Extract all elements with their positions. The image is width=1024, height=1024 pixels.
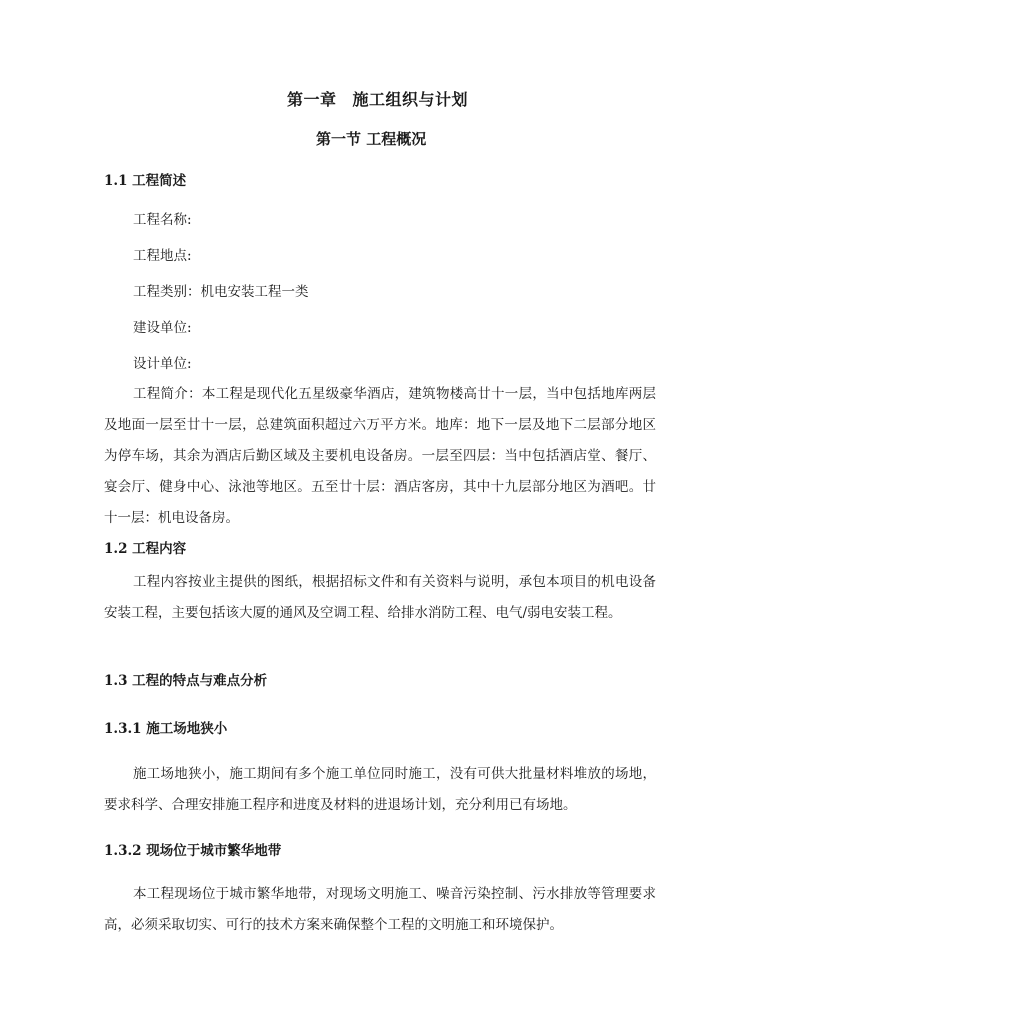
project-summary-paragraph: 工程简介：本工程是现代化五星级豪华酒店，建筑物楼高廿十一层，当中包括地库两层及地面一层至廿十一层，总建筑面积超过六万平方米。地库：地下一层及地下二层部分地区为停车场，其余为酒店后勤区域及主要机电设备房。一层至四层：当中包括酒店堂、餐厅、宴会厅、健身中心、泳池等地区。五至廿十层：酒店客房，其中十九层部分地区为酒吧。廿十一层：机电设备房。 bbox=[104, 386, 656, 526]
heading-1-3-2: 1.3.2 现场位于城市繁华地带 bbox=[104, 843, 282, 859]
field-project-name: 工程名称: bbox=[133, 212, 192, 228]
heading-1-3-1: 1.3.1 施工场地狭小 bbox=[104, 721, 228, 737]
chapter-title bbox=[287, 87, 468, 110]
field-project-category: 工程类别：机电安装工程一类 bbox=[133, 284, 309, 300]
field-project-location: 工程地点: bbox=[133, 248, 192, 264]
chapter-name: 施工组织与计划 bbox=[352, 90, 469, 109]
project-content-paragraph: 工程内容按业主提供的图纸，根据招标文件和有关资料与说明，承包本项目的机电设备安装工程，主要包括该大厦的通风及空调工程、给排水消防工程、电气/弱电安装工程。 bbox=[104, 574, 656, 621]
field-design-unit: 设计单位: bbox=[133, 356, 192, 372]
urban-location-paragraph: 本工程现场位于城市繁华地带，对现场文明施工、噪音污染控制、污水排放等管理要求高，必须采取切实、可行的技术方案来确保整个工程的文明施工和环境保护。 bbox=[104, 886, 656, 933]
heading-1-1: 1.1 工程简述 bbox=[104, 173, 187, 189]
section-title: 第一节 工程概况 bbox=[316, 130, 427, 148]
field-construction-unit: 建设单位: bbox=[133, 320, 192, 336]
heading-1-2: 1.2 工程内容 bbox=[104, 541, 187, 557]
chapter-label: 第一章 bbox=[287, 90, 337, 109]
heading-1-3: 1.3 工程的特点与难点分析 bbox=[104, 673, 268, 689]
site-narrow-paragraph: 施工场地狭小，施工期间有多个施工单位同时施工，没有可供大批量材料堆放的场地，要求科学、合理安排施工程序和进度及材料的进退场计划，充分利用已有场地。 bbox=[104, 766, 656, 813]
